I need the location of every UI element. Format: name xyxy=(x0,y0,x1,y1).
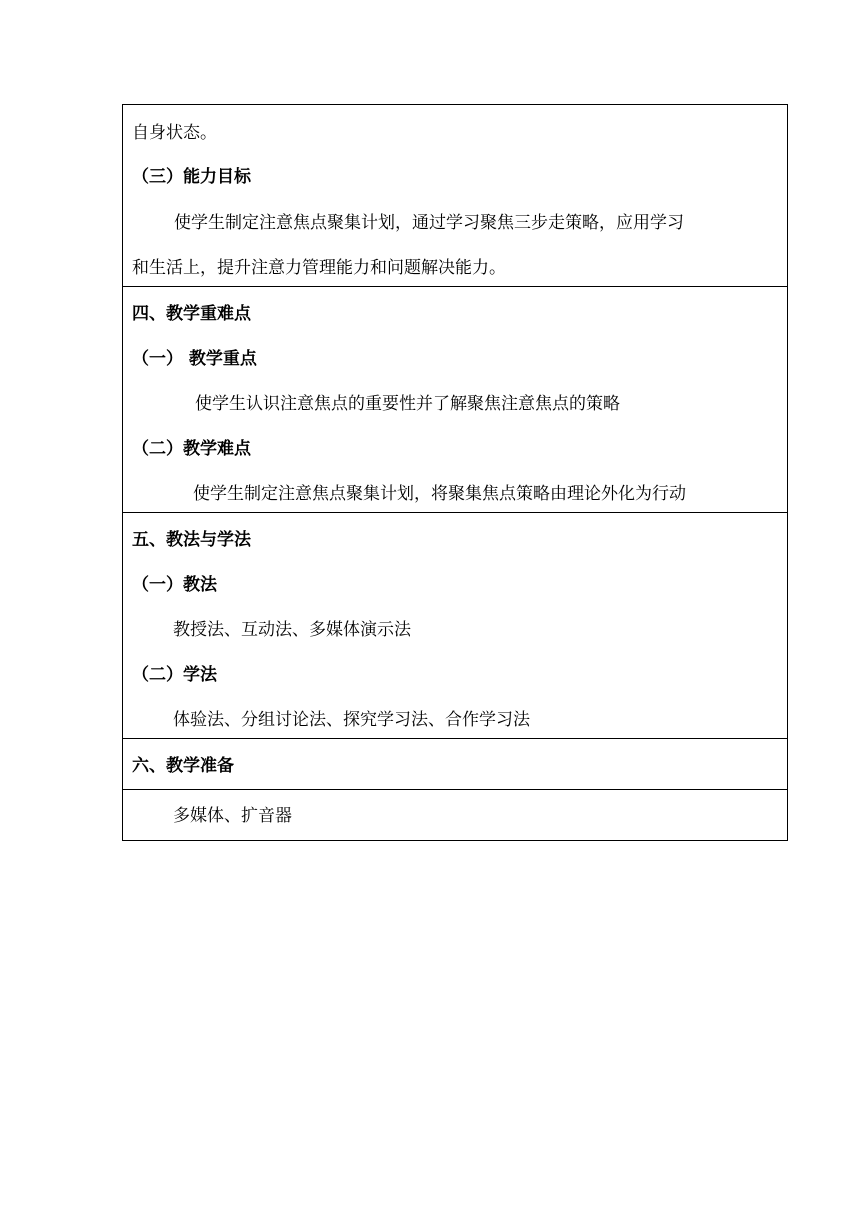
goals-cell xyxy=(123,105,787,287)
preparation-content-cell xyxy=(123,790,787,840)
ability-goal-text-line2: 和生活上，提升注意力管理能力和问题解决能力。 xyxy=(132,258,506,278)
learning-method-text: 体验法、分组讨论法、探究学习法、合作学习法 xyxy=(173,710,530,730)
teaching-method-heading: （一）教法 xyxy=(132,575,217,595)
focus-heading: （一） 教学重点 xyxy=(132,349,257,369)
learning-method-heading: （二）学法 xyxy=(132,665,217,685)
goals-continued-text: 自身状态。 xyxy=(132,123,217,143)
focus-text: 使学生认识注意焦点的重要性并了解聚焦注意焦点的策略 xyxy=(195,394,620,414)
difficulty-heading: （二）教学难点 xyxy=(132,439,251,459)
preparation-heading-cell xyxy=(123,739,787,790)
methods-cell xyxy=(123,513,787,739)
preparation-heading: 六、教学准备 xyxy=(132,756,234,776)
ability-goal-text-line1: 使学生制定注意焦点聚集计划，通过学习聚焦三步走策略，应用学习 xyxy=(174,213,684,233)
lesson-plan-table xyxy=(122,104,788,841)
key-points-heading: 四、教学重难点 xyxy=(132,304,251,324)
teaching-method-text: 教授法、互动法、多媒体演示法 xyxy=(173,620,411,640)
difficulty-text: 使学生制定注意焦点聚集计划，将聚集焦点策略由理论外化为行动 xyxy=(193,484,686,504)
key-points-cell xyxy=(123,287,787,513)
ability-goal-heading: （三）能力目标 xyxy=(132,167,251,187)
preparation-text: 多媒体、扩音器 xyxy=(173,806,292,826)
methods-heading: 五、教法与学法 xyxy=(132,530,251,550)
